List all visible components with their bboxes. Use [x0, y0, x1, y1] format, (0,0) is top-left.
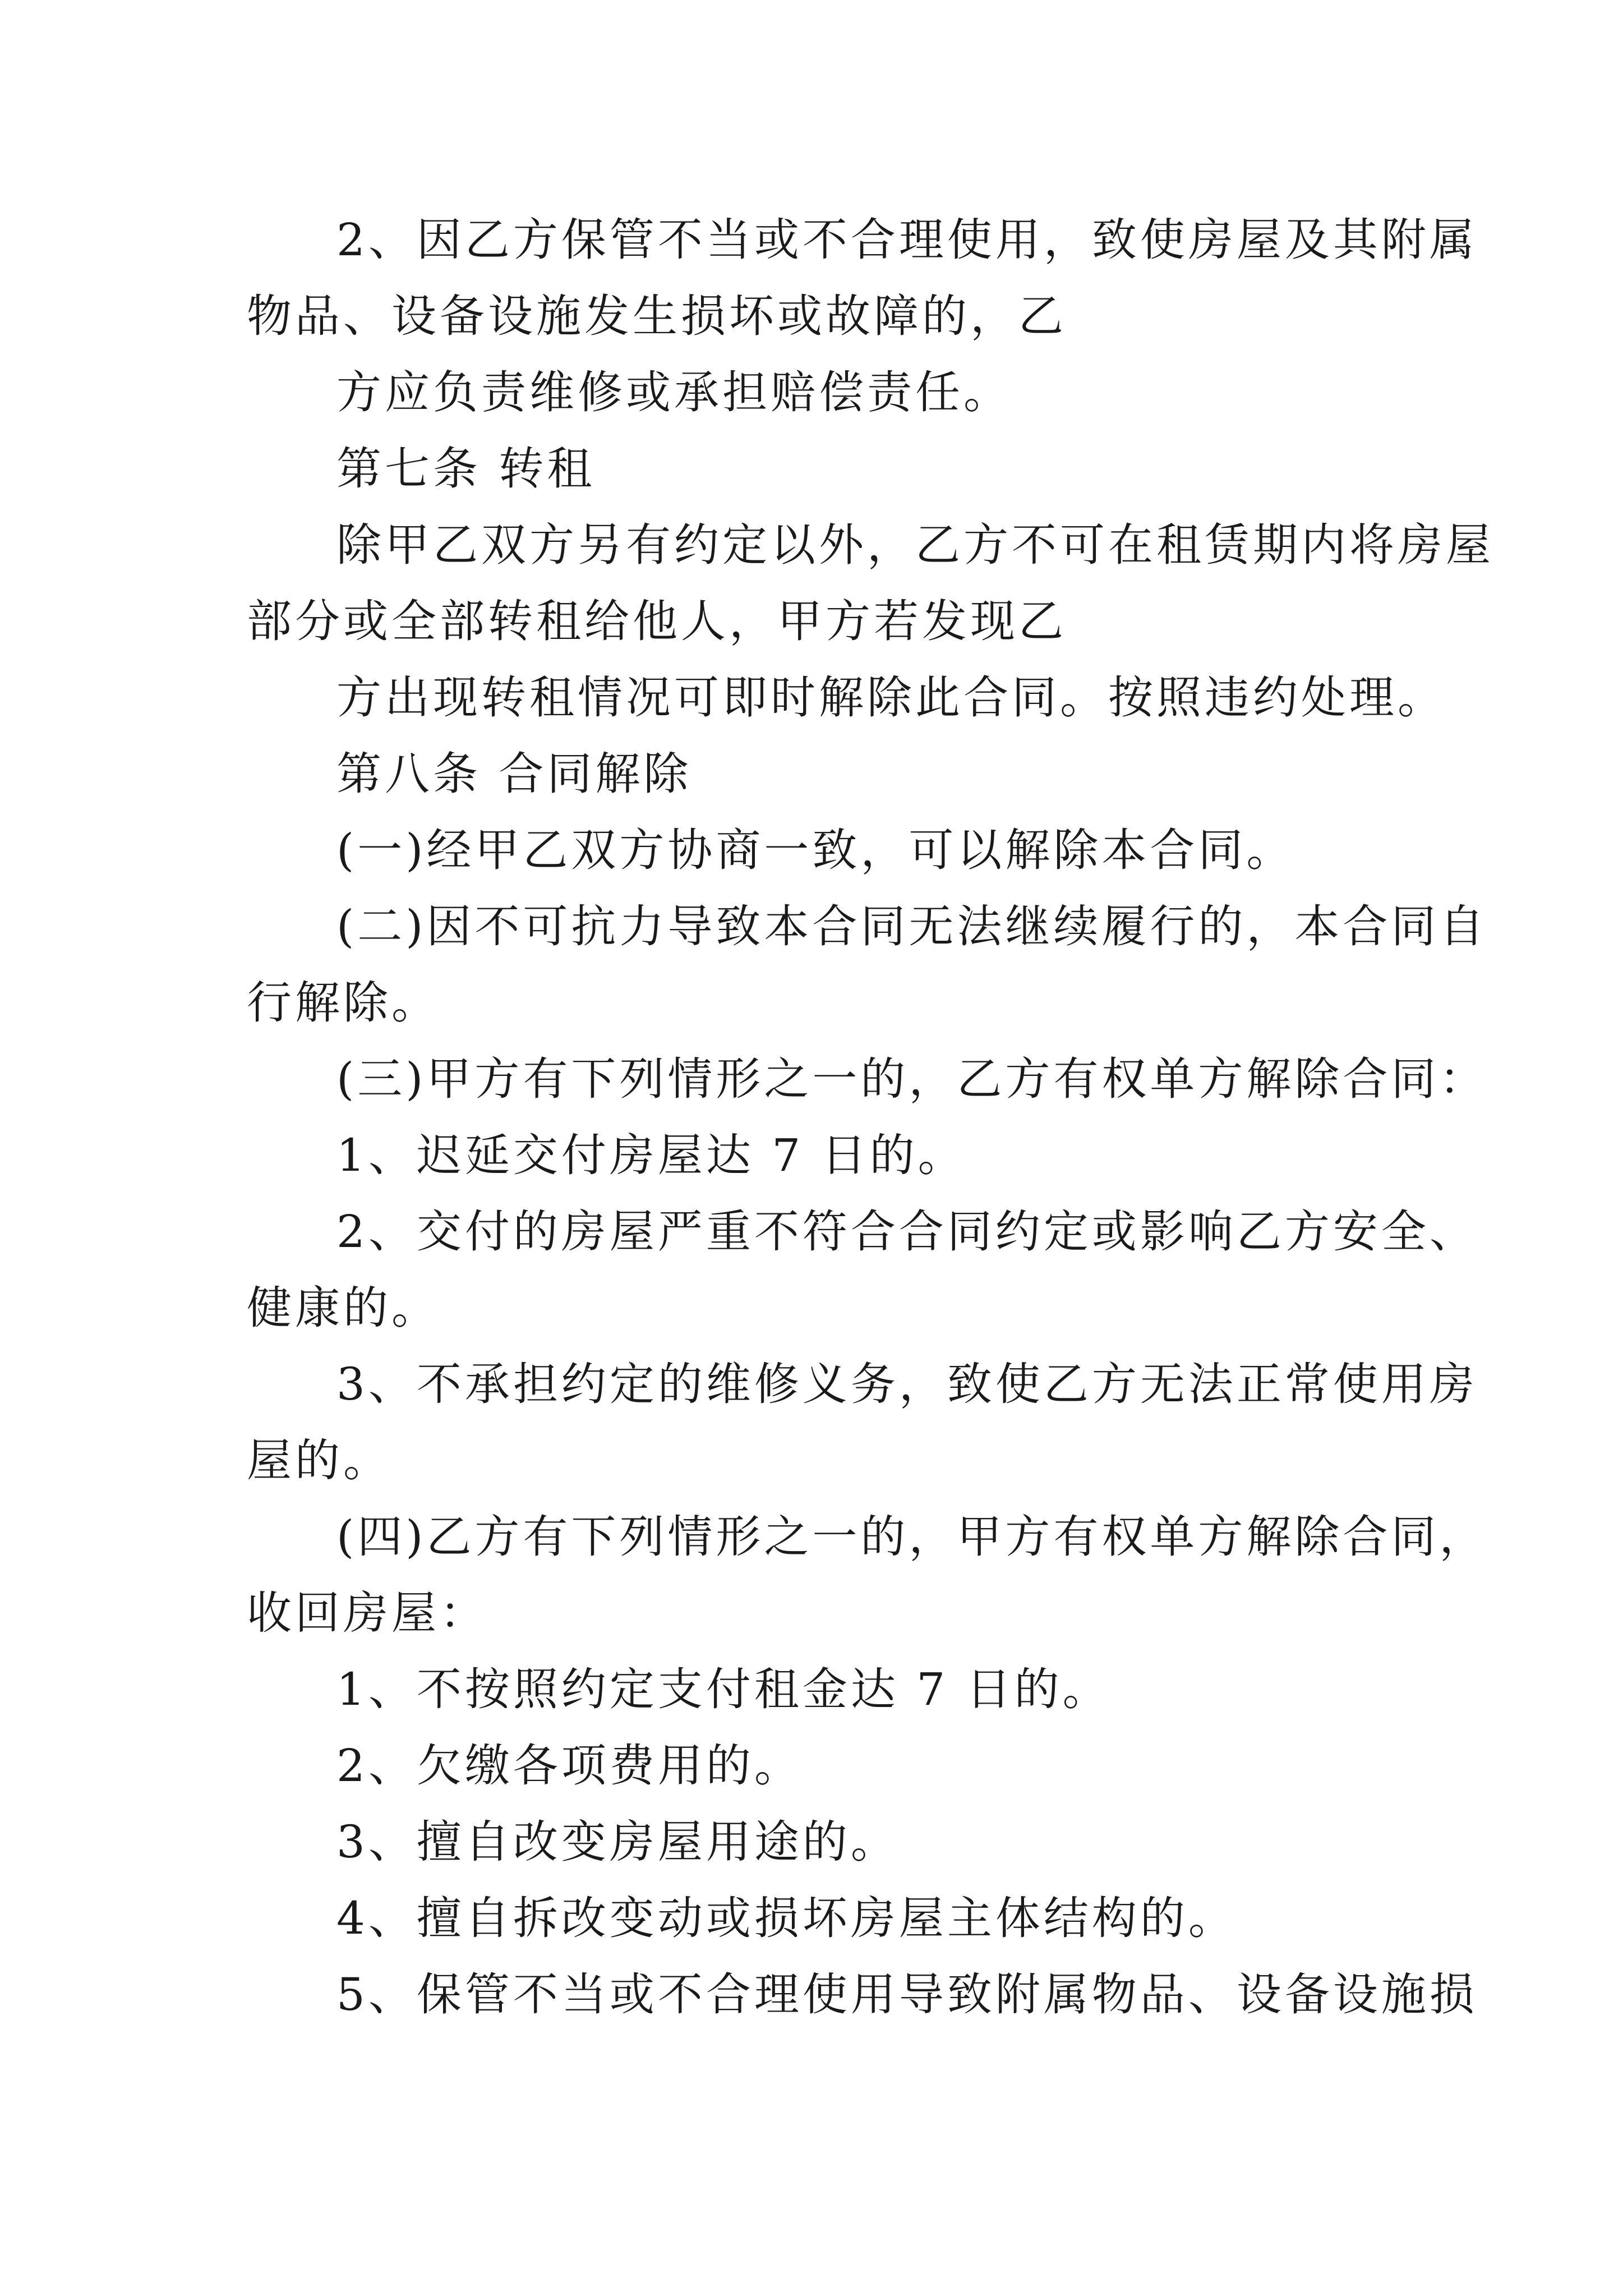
text-line: 1、不按照约定支付租金达 7 日的。 — [336, 1663, 1111, 1715]
text-line: 方应负责维修或承担赔偿责任。 — [336, 366, 1012, 418]
text-line: 健康的。 — [247, 1282, 440, 1334]
text-line: (三)甲方有下列情形之一的，乙方有权单方解除合同： — [336, 1053, 1488, 1105]
text-line: 除甲乙双方另有约定以外，乙方不可在租赁期内将房屋 — [336, 519, 1494, 571]
text-line: 4、擅自拆改变动或损坏房屋主体结构的。 — [336, 1892, 1237, 1944]
text-line: 3、擅自改变房屋用途的。 — [336, 1816, 899, 1868]
section-heading: 第八条 合同解除 — [336, 748, 692, 800]
text-line: 行解除。 — [247, 977, 440, 1029]
text-line: 方出现转租情况可即时解除此合同。按照违约处理。 — [336, 671, 1446, 724]
text-line: 5、保管不当或不合理使用导致附属物品、设备设施损 — [336, 1968, 1478, 2021]
text-line: 2、交付的房屋严重不符合合同约定或影响乙方安全、 — [336, 1205, 1478, 1258]
text-line: (二)因不可抗力导致本合同无法继续履行的，本合同自 — [336, 900, 1488, 953]
text-line: 收回房屋： — [247, 1587, 488, 1639]
text-line: 物品、设备设施发生损坏或故障的，乙 — [247, 290, 1067, 342]
text-line: 屋的。 — [247, 1434, 391, 1487]
text-line: 1、迟延交付房屋达 7 日的。 — [336, 1129, 966, 1181]
text-line: 部分或全部转租给他人，甲方若发现乙 — [247, 595, 1067, 647]
text-line: (一)经甲乙双方协商一致，可以解除本合同。 — [336, 824, 1295, 876]
text-line: (四)乙方有下列情形之一的，甲方有权单方解除合同， — [336, 1511, 1488, 1563]
section-heading: 第七条 转租 — [336, 443, 596, 495]
text-line: 3、不承担约定的维修义务，致使乙方无法正常使用房 — [336, 1358, 1478, 1410]
text-line: 2、欠缴各项费用的。 — [336, 1740, 803, 1792]
text-line: 2、因乙方保管不当或不合理使用，致使房屋及其附属 — [336, 214, 1478, 266]
